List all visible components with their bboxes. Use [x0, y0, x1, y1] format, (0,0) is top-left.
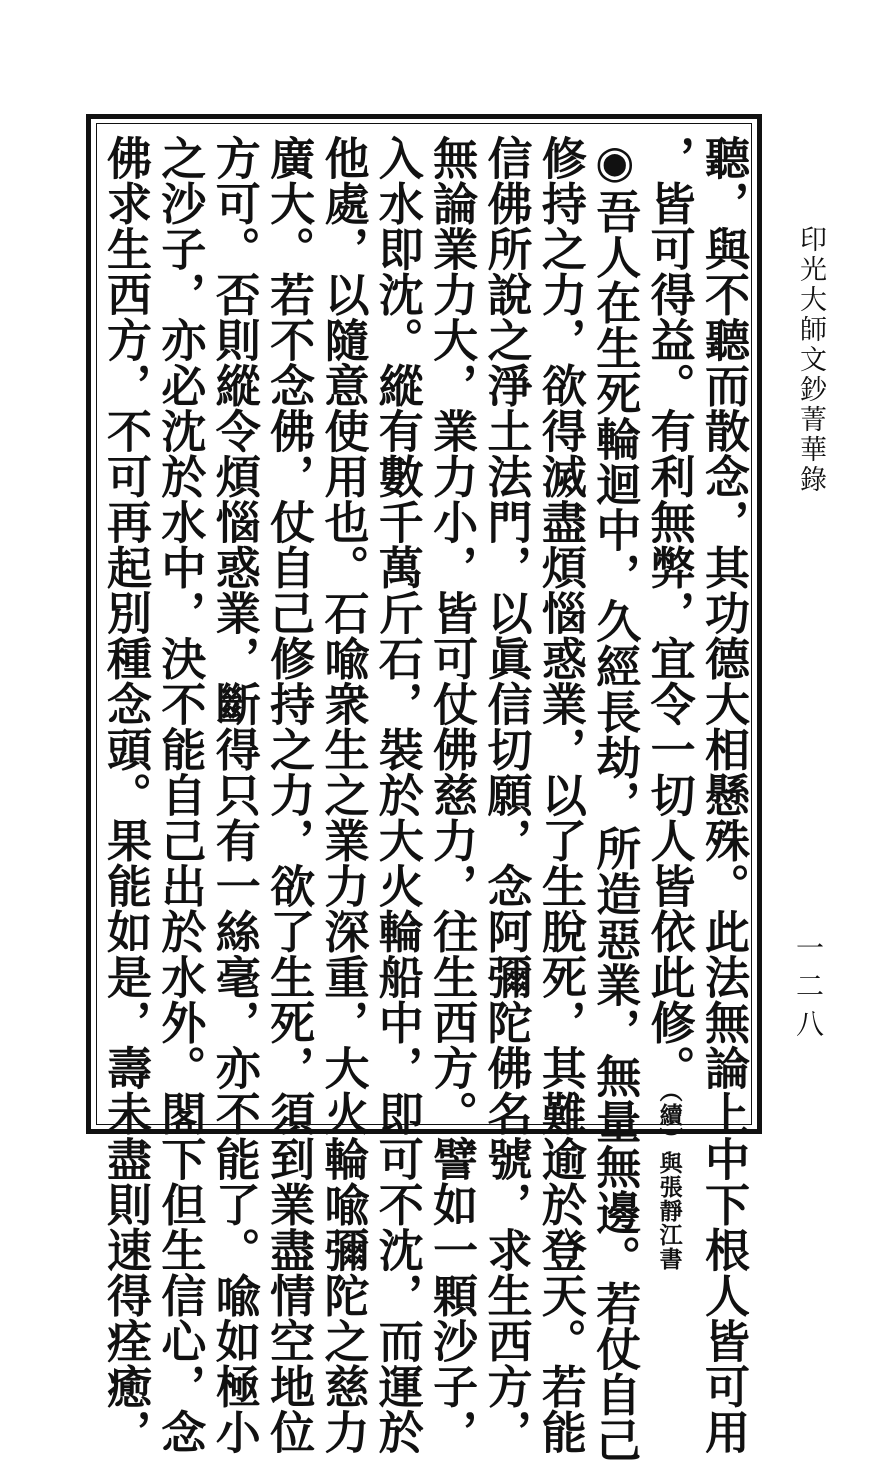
text-column-6 — [425, 135, 479, 1455]
text-column-9 — [262, 135, 316, 1455]
letter-title: （續）與張靜江書 — [655, 1090, 683, 1271]
column-text: 方可。否則縱令煩惱惑業，斷得只有一絲毫，亦不能了。喩如極小 — [207, 135, 261, 1455]
text-column-3 — [588, 135, 642, 1463]
text-column-12 — [99, 135, 152, 1455]
text-column-5 — [479, 135, 533, 1455]
column-text: 之沙子，亦必沈於水中，決不能自己出於水外。閣下但生信心，念 — [153, 135, 207, 1455]
column-text: 修持之力，欲得滅盡煩惱惑業，以了生脫死，其難逾於登天。若能 — [533, 135, 587, 1455]
page-number: 一二八 — [792, 933, 825, 1047]
column-text: ◉吾人在生死輪迴中，久經長劫，所造惡業，無量無邊。若仗自己 — [588, 135, 642, 1463]
text-column-10 — [207, 135, 261, 1455]
text-body — [96, 135, 752, 1463]
running-head: 印光大師文鈔菁華錄 — [795, 225, 826, 495]
column-text: 信佛所說之淨土法門，以眞信切願，念阿彌陀佛名號，求生西方， — [479, 135, 533, 1455]
column-text: 聽，與不聽而散念，其功德大相懸殊。此法無論上中下根人皆可用 — [696, 135, 750, 1455]
column-text: 入水即沈。縱有數千萬斤石，裝於大火輪船中，即可不沈，而運於 — [370, 135, 424, 1455]
text-column-11 — [153, 135, 207, 1455]
column-text: 他處，以隨意使用也。石喩衆生之業力深重，大火輪喩彌陀之慈力 — [316, 135, 370, 1455]
text-column-1 — [696, 135, 750, 1455]
text-column-4 — [533, 135, 587, 1455]
text-column-2 — [642, 135, 696, 1271]
column-text: 無論業力大，業力小，皆可仗佛慈力，往生西方。譬如一顆沙子， — [425, 135, 479, 1455]
text-column-8 — [316, 135, 370, 1455]
column-text: 佛求生西方，不可再起別種念頭。果能如是，壽未盡則速得痊癒， — [99, 135, 152, 1455]
column-text: ，皆可得益。有利無弊，宜令一切人皆依此修。 — [642, 135, 696, 1091]
text-column-7 — [370, 135, 424, 1455]
column-text: 廣大。若不念佛，仗自己修持之力，欲了生死，須到業盡情空地位 — [262, 135, 316, 1455]
